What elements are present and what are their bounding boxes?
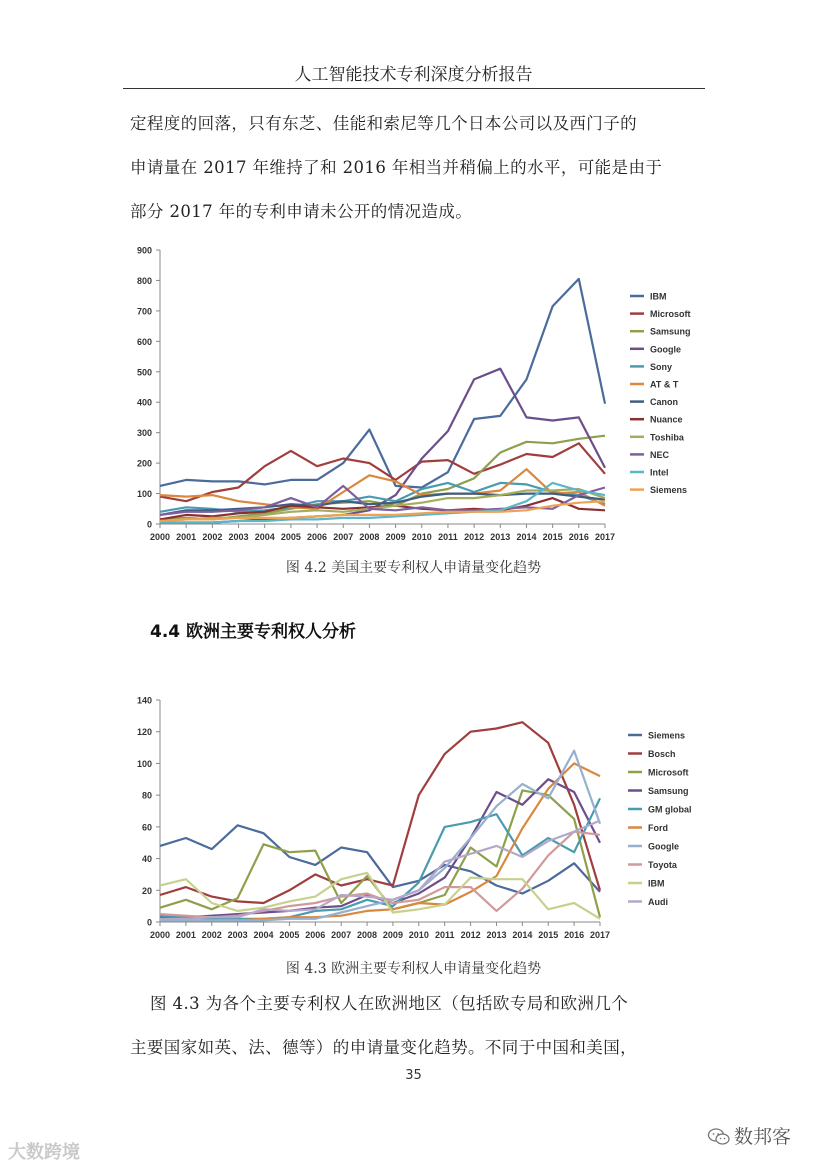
- legend-label: Intel: [650, 467, 669, 478]
- y-tick-label: 40: [141, 854, 152, 865]
- x-tick-label: 2007: [331, 930, 352, 940]
- legend-label: Samsung: [650, 326, 691, 337]
- y-tick-label: 80: [141, 790, 152, 801]
- y-tick-label: 0: [146, 917, 152, 928]
- x-tick-label: 2017: [594, 532, 616, 542]
- legend-label: Samsung: [648, 786, 689, 796]
- y-tick-label: 140: [136, 695, 152, 706]
- x-tick-label: 2013: [486, 930, 507, 940]
- y-tick-label: 800: [136, 275, 152, 286]
- legend-label: Google: [648, 841, 679, 852]
- figure-4-2-caption: 图 4.2 美国主要专利权人申请量变化趋势: [285, 560, 542, 576]
- x-tick-label: 2002: [202, 532, 223, 542]
- legend-label: Nuance: [650, 414, 683, 425]
- x-tick-label: 2003: [228, 532, 249, 542]
- y-tick-label: 700: [136, 306, 152, 317]
- y-tick-label: 120: [136, 727, 152, 738]
- x-tick-label: 2012: [460, 930, 481, 940]
- paragraph-line: 申请量在 2017 年维持了和 2016 年相当并稍偏上的水平，可能是由于: [130, 158, 663, 177]
- x-tick-label: 2013: [490, 532, 511, 542]
- y-tick-label: 0: [146, 519, 152, 530]
- y-tick-label: 900: [136, 245, 152, 256]
- legend-label: Audi: [648, 897, 668, 907]
- legend-label: Toyota: [648, 860, 677, 870]
- europe-assignees-line-chart: [120, 690, 692, 946]
- x-tick-label: 2001: [176, 532, 197, 542]
- legend-label: Sony: [650, 361, 673, 372]
- x-tick-label: 2009: [382, 930, 403, 940]
- page-number: 35: [405, 1068, 422, 1083]
- x-tick-label: 2005: [279, 930, 300, 940]
- x-tick-label: 2015: [542, 532, 563, 542]
- y-tick-label: 500: [136, 367, 152, 378]
- legend-label: IBM: [650, 291, 667, 302]
- x-tick-label: 2005: [280, 532, 301, 542]
- x-tick-label: 2014: [512, 930, 533, 940]
- x-tick-label: 2016: [564, 930, 585, 940]
- series-line-gm-global: [160, 798, 600, 919]
- x-tick-label: 2003: [227, 930, 248, 940]
- legend-label: Microsoft: [648, 767, 689, 778]
- x-tick-label: 2000: [149, 930, 171, 940]
- legend-label: Microsoft: [650, 309, 691, 320]
- y-tick-label: 20: [141, 885, 152, 896]
- y-tick-label: 200: [136, 458, 152, 469]
- x-tick-label: 2008: [359, 532, 380, 542]
- series-line-ford: [160, 763, 600, 920]
- x-tick-label: 2006: [305, 930, 326, 940]
- x-tick-label: 2004: [254, 532, 275, 542]
- wechat-icon: [708, 1128, 730, 1146]
- legend-label: Canon: [650, 397, 678, 408]
- paragraph-line: 主要国家如英、法、德等）的申请量变化趋势。不同于中国和美国，: [130, 1038, 637, 1057]
- legend-label: Bosch: [648, 749, 676, 759]
- header-divider: [123, 88, 705, 89]
- legend-label: Toshiba: [650, 432, 684, 443]
- x-tick-label: 2008: [357, 930, 378, 940]
- y-tick-label: 100: [136, 489, 152, 500]
- watermark-right-text: 数邦客: [734, 1126, 792, 1148]
- us-assignees-line-chart: [120, 238, 691, 550]
- x-tick-label: 2011: [434, 930, 455, 940]
- paragraph-line: 定程度的回落，只有东芝、佳能和索尼等几个日本公司以及西门子的: [130, 114, 637, 133]
- y-tick-label: 100: [136, 758, 152, 769]
- x-tick-label: 2004: [253, 930, 274, 940]
- y-tick-label: 300: [136, 428, 152, 439]
- legend-label: Google: [650, 344, 681, 355]
- paragraph-line: 图 4.3 为各个主要专利权人在欧洲地区（包括欧专局和欧洲几个: [150, 994, 629, 1013]
- x-tick-label: 2011: [438, 532, 458, 542]
- x-tick-label: 2006: [307, 532, 328, 542]
- paragraph-line: 部分 2017 年的专利申请未公开的情况造成。: [130, 202, 473, 221]
- legend-label: Siemens: [650, 485, 688, 496]
- y-tick-label: 60: [141, 822, 152, 833]
- watermark-right: [708, 1122, 791, 1149]
- legend-label: Siemens: [648, 730, 686, 741]
- x-tick-label: 2000: [149, 532, 171, 542]
- legend-label: IBM: [648, 878, 665, 889]
- x-tick-label: 2012: [464, 532, 485, 542]
- x-tick-label: 2010: [408, 930, 429, 940]
- series-line-ibm: [160, 873, 600, 919]
- section-heading: 4.4 欧洲主要专利权人分析: [150, 622, 357, 642]
- x-tick-label: 2007: [333, 532, 354, 542]
- x-tick-label: 2009: [385, 532, 406, 542]
- x-tick-label: 2010: [411, 532, 432, 542]
- y-tick-label: 600: [136, 336, 152, 347]
- x-tick-label: 2016: [568, 532, 589, 542]
- y-tick-label: 400: [136, 397, 152, 408]
- x-tick-label: 2014: [516, 532, 537, 542]
- watermark-left: 大数跨境: [8, 1142, 80, 1163]
- x-tick-label: 2002: [201, 930, 222, 940]
- x-tick-label: 2001: [175, 930, 196, 940]
- legend-label: AT & T: [650, 379, 679, 390]
- x-tick-label: 2017: [589, 930, 611, 940]
- figure-4-3-caption: 图 4.3 欧洲主要专利权人申请量变化趋势: [285, 961, 542, 977]
- legend-label: GM global: [648, 804, 692, 815]
- page-header-title: 人工智能技术专利深度分析报告: [294, 65, 533, 85]
- legend-label: Ford: [648, 823, 668, 833]
- legend-label: NEC: [650, 449, 670, 460]
- x-tick-label: 2015: [538, 930, 559, 940]
